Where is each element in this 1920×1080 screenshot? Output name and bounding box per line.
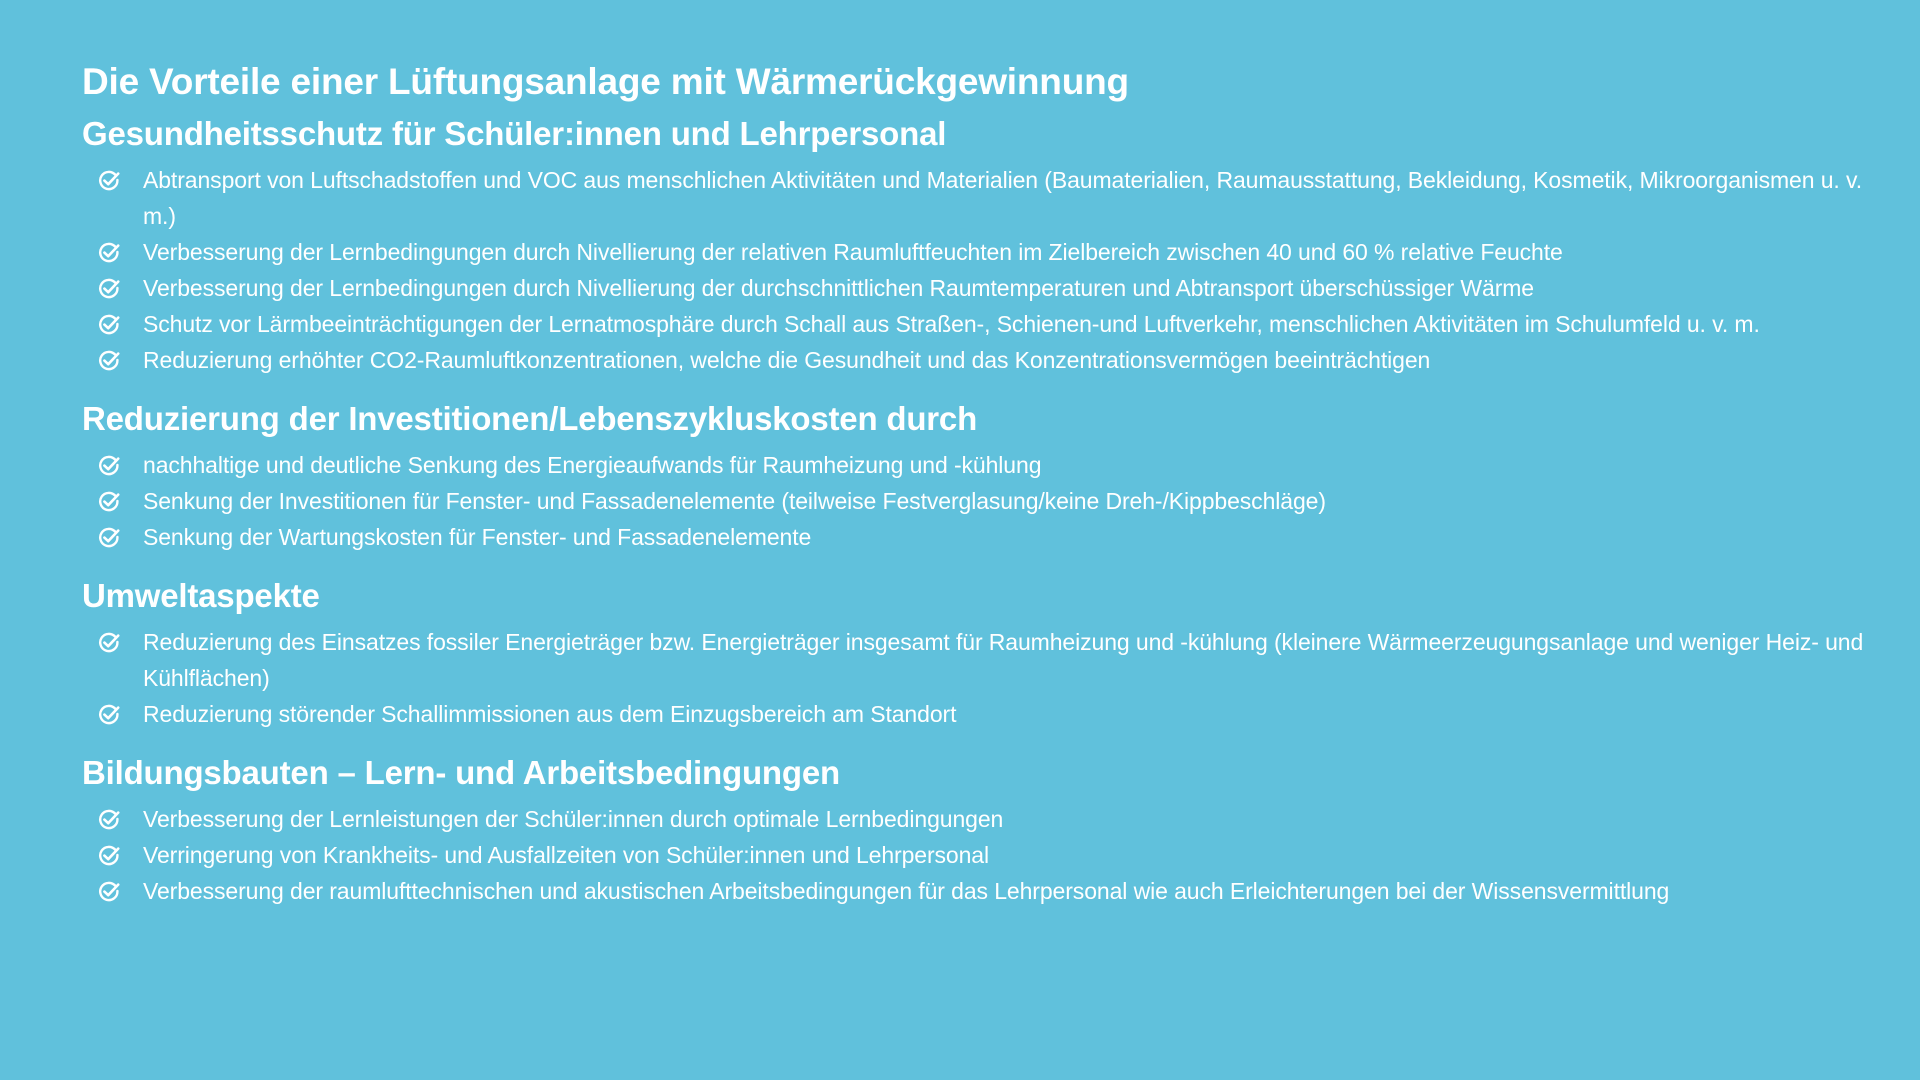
bullet-list [82,801,1880,909]
list-item-text: Senkung der Wartungskosten für Fenster- und Fassadenelemente [143,524,812,550]
list-item [82,624,1880,696]
content-section [82,113,1880,378]
check-circle-icon [98,455,120,477]
section-list [82,113,1880,909]
section-heading: Bildungsbauten – Lern- und Arbeitsbedingungen [82,754,840,791]
list-item [82,519,1880,555]
list-item [82,162,1880,234]
bullet-list [82,447,1880,555]
content-section [82,752,1880,909]
check-circle-icon [98,350,120,372]
list-item [82,234,1880,270]
list-item-text: Verbesserung der raumlufttechnischen und akustischen Arbeitsbedingungen für das Lehrpersonal wie auch Erleichterungen bei der Wissensvermittlung [143,878,1670,904]
check-circle-icon [98,314,120,336]
content-section [82,575,1880,732]
list-item [82,837,1880,873]
list-item [82,801,1880,837]
list-item [82,447,1880,483]
bullet-list [82,624,1880,732]
check-circle-icon [98,242,120,264]
list-item-text: Verbesserung der Lernleistungen der Schüler:innen durch optimale Lernbedingungen [143,806,1004,832]
list-item [82,873,1880,909]
section-heading: Umweltaspekte [82,577,320,614]
list-item [82,483,1880,519]
list-item-text: Reduzierung des Einsatzes fossiler Energieträger bzw. Energieträger insgesamt für Raumheizung und -kühlung (kleinere Wärmeerzeugungsanlage und weniger Heiz- und Kühlflächen) [143,629,1864,691]
list-item-text: Schutz vor Lärmbeeinträchtigungen der Lernatmosphäre durch Schall aus Straßen-, Schienen-und Luftverkehr, menschlichen Aktivitäten im Schulumfeld u. v. m. [143,311,1760,337]
check-circle-icon [98,809,120,831]
section-heading: Gesundheitsschutz für Schüler:innen und Lehrpersonal [82,115,947,152]
list-item-text: Reduzierung störender Schallimmissionen aus dem Einzugsbereich am Standort [143,701,957,727]
list-item-text: Verringerung von Krankheits- und Ausfallzeiten von Schüler:innen und Lehrpersonal [143,842,990,868]
list-item [82,270,1880,306]
list-item [82,306,1880,342]
list-item-text: Reduzierung erhöhter CO2-Raumluftkonzentrationen, welche die Gesundheit und das Konzentrationsvermögen beeinträchtigen [143,347,1431,373]
list-item [82,696,1880,732]
check-circle-icon [98,704,120,726]
list-item-text: Verbesserung der Lernbedingungen durch Nivellierung der durchschnittlichen Raumtemperaturen und Abtransport überschüssiger Wärme [143,275,1534,301]
check-circle-icon [98,491,120,513]
check-circle-icon [98,845,120,867]
check-circle-icon [98,170,120,192]
list-item [82,342,1880,378]
check-circle-icon [98,881,120,903]
section-heading: Reduzierung der Investitionen/Lebenszykluskosten durch [82,400,978,437]
slide-title: Die Vorteile einer Lüftungsanlage mit Wärmerückgewinnung [82,61,1129,102]
check-circle-icon [98,278,120,300]
list-item-text: nachhaltige und deutliche Senkung des Energieaufwands für Raumheizung und -kühlung [143,452,1042,478]
list-item-text: Verbesserung der Lernbedingungen durch Nivellierung der relativen Raumluftfeuchten im Zielbereich zwischen 40 und 60 % relative Feuchte [143,239,1563,265]
list-item-text: Abtransport von Luftschadstoffen und VOC aus menschlichen Aktivitäten und Materialien (Baumaterialien, Raumausstattung, Bekleidung, Kosmetik, Mikroorganismen u. v. m.) [143,167,1862,229]
check-circle-icon [98,632,120,654]
content-section [82,398,1880,555]
bullet-list [82,162,1880,378]
list-item-text: Senkung der Investitionen für Fenster- und Fassadenelemente (teilweise Festverglasung/keine Dreh-/Kippbeschläge) [143,488,1326,514]
check-circle-icon [98,527,120,549]
